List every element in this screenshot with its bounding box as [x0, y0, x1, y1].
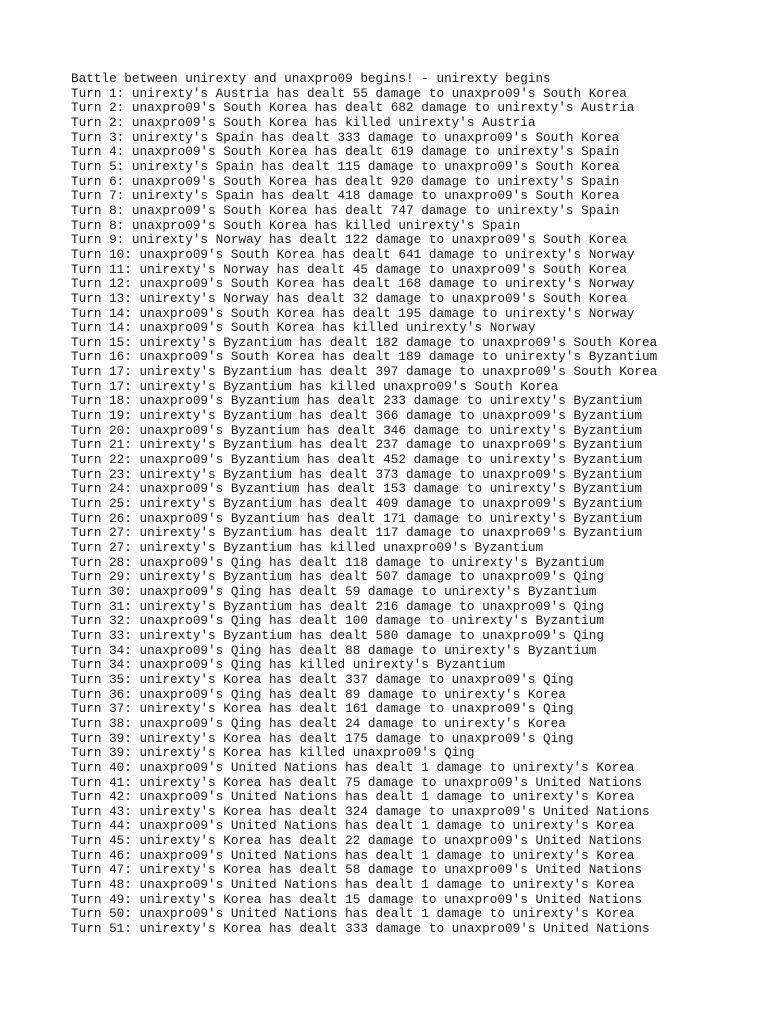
log-line: Turn 8: unaxpro09's South Korea has killed unirexty's Spain: [71, 217, 521, 233]
battle-log: [71, 72, 657, 937]
log-line: Turn 34: unaxpro09's Qing has killed unirexty's Byzantium: [71, 657, 505, 673]
log-line: Turn 41: unirexty's Korea has dealt 75 damage to unaxpro09's United Nations: [71, 774, 643, 790]
log-line: Turn 16: unaxpro09's South Korea has dealt 189 damage to unirexty's Byzantium: [71, 349, 658, 365]
log-line: Turn 44: unaxpro09's United Nations has dealt 1 damage to unirexty's Korea: [71, 818, 635, 834]
log-line: Turn 39: unirexty's Korea has killed unaxpro09's Qing: [71, 745, 475, 761]
log-line: Turn 8: unaxpro09's South Korea has dealt 747 damage to unirexty's Spain: [71, 202, 620, 218]
log-line: Turn 11: unirexty's Norway has dealt 45 damage to unaxpro09's South Korea: [71, 261, 627, 277]
log-line: Turn 25: unirexty's Byzantium has dealt 409 damage to unaxpro09's Byzantium: [71, 496, 643, 512]
log-line: Turn 2: unaxpro09's South Korea has killed unirexty's Austria: [71, 114, 536, 130]
log-line: Turn 9: unirexty's Norway has dealt 122 damage to unaxpro09's South Korea: [71, 232, 627, 248]
log-line: Turn 46: unaxpro09's United Nations has dealt 1 damage to unirexty's Korea: [71, 847, 635, 863]
log-line: Turn 26: unaxpro09's Byzantium has dealt 171 damage to unirexty's Byzantium: [71, 510, 643, 526]
log-line: Turn 20: unaxpro09's Byzantium has dealt 346 damage to unirexty's Byzantium: [71, 422, 643, 438]
log-line: Turn 19: unirexty's Byzantium has dealt 366 damage to unaxpro09's Byzantium: [71, 408, 643, 424]
log-line: Turn 32: unaxpro09's Qing has dealt 100 damage to unirexty's Byzantium: [71, 613, 604, 629]
log-line: Turn 29: unirexty's Byzantium has dealt 507 damage to unaxpro09's Qing: [71, 569, 604, 585]
log-line: Turn 13: unirexty's Norway has dealt 32 damage to unaxpro09's South Korea: [71, 290, 627, 306]
log-line: Turn 43: unirexty's Korea has dealt 324 damage to unaxpro09's United Nations: [71, 803, 650, 819]
log-line: Turn 39: unirexty's Korea has dealt 175 damage to unaxpro09's Qing: [71, 730, 574, 746]
log-line: Turn 33: unirexty's Byzantium has dealt 580 damage to unaxpro09's Qing: [71, 627, 604, 643]
battle-header-line: Battle between unirexty and unaxpro09 begins! - unirexty begins: [71, 71, 551, 86]
log-line: Turn 17: unirexty's Byzantium has killed unaxpro09's South Korea: [71, 378, 559, 394]
log-line: Turn 1: unirexty's Austria has dealt 55 damage to unaxpro09's South Korea: [71, 85, 627, 101]
log-line: Turn 14: unaxpro09's South Korea has killed unirexty's Norway: [71, 320, 536, 336]
log-line: Turn 21: unirexty's Byzantium has dealt 237 damage to unaxpro09's Byzantium: [71, 437, 643, 453]
log-line: Turn 3: unirexty's Spain has dealt 333 damage to unaxpro09's South Korea: [71, 129, 620, 145]
log-line: Turn 36: unaxpro09's Qing has dealt 89 damage to unirexty's Korea: [71, 686, 566, 702]
log-line: Turn 2: unaxpro09's South Korea has dealt 682 damage to unirexty's Austria: [71, 100, 635, 116]
log-line: Turn 35: unirexty's Korea has dealt 337 damage to unaxpro09's Qing: [71, 671, 574, 687]
log-line: Turn 15: unirexty's Byzantium has dealt 182 damage to unaxpro09's South Korea: [71, 334, 658, 350]
log-line: Turn 48: unaxpro09's United Nations has dealt 1 damage to unirexty's Korea: [71, 877, 635, 893]
log-line: Turn 42: unaxpro09's United Nations has dealt 1 damage to unirexty's Korea: [71, 789, 635, 805]
log-line: Turn 4: unaxpro09's South Korea has dealt 619 damage to unirexty's Spain: [71, 144, 620, 160]
log-line: Turn 47: unirexty's Korea has dealt 58 damage to unaxpro09's United Nations: [71, 862, 643, 878]
log-line: Turn 30: unaxpro09's Qing has dealt 59 damage to unirexty's Byzantium: [71, 583, 597, 599]
log-line: Turn 51: unirexty's Korea has dealt 333 damage to unaxpro09's United Nations: [71, 921, 650, 937]
log-line: Turn 38: unaxpro09's Qing has dealt 24 damage to unirexty's Korea: [71, 715, 566, 731]
log-line: Turn 50: unaxpro09's United Nations has dealt 1 damage to unirexty's Korea: [71, 906, 635, 922]
log-line: Turn 17: unirexty's Byzantium has dealt 397 damage to unaxpro09's South Korea: [71, 364, 658, 380]
log-line: Turn 23: unirexty's Byzantium has dealt 373 damage to unaxpro09's Byzantium: [71, 466, 643, 482]
log-line: Turn 49: unirexty's Korea has dealt 15 damage to unaxpro09's United Nations: [71, 891, 643, 907]
log-line: Turn 22: unaxpro09's Byzantium has dealt 452 damage to unirexty's Byzantium: [71, 452, 643, 468]
log-line: Turn 5: unirexty's Spain has dealt 115 damage to unaxpro09's South Korea: [71, 158, 620, 174]
log-line: Turn 7: unirexty's Spain has dealt 418 damage to unaxpro09's South Korea: [71, 188, 620, 204]
log-line: Turn 6: unaxpro09's South Korea has dealt 920 damage to unirexty's Spain: [71, 173, 620, 189]
log-line: Turn 31: unirexty's Byzantium has dealt 216 damage to unaxpro09's Qing: [71, 598, 604, 614]
log-line: Turn 27: unirexty's Byzantium has dealt 117 damage to unaxpro09's Byzantium: [71, 525, 643, 541]
log-line: Turn 24: unaxpro09's Byzantium has dealt 153 damage to unirexty's Byzantium: [71, 481, 643, 497]
log-line: Turn 18: unaxpro09's Byzantium has dealt 233 damage to unirexty's Byzantium: [71, 393, 643, 409]
log-line: Turn 14: unaxpro09's South Korea has dealt 195 damage to unirexty's Norway: [71, 305, 635, 321]
log-line: Turn 27: unirexty's Byzantium has killed unaxpro09's Byzantium: [71, 540, 544, 555]
log-line: Turn 40: unaxpro09's United Nations has dealt 1 damage to unirexty's Korea: [71, 759, 635, 775]
log-line: Turn 37: unirexty's Korea has dealt 161 damage to unaxpro09's Qing: [71, 701, 574, 717]
log-line: Turn 34: unaxpro09's Qing has dealt 88 damage to unirexty's Byzantium: [71, 642, 597, 658]
log-line: Turn 12: unaxpro09's South Korea has dealt 168 damage to unirexty's Norway: [71, 276, 635, 292]
log-line: Turn 28: unaxpro09's Qing has dealt 118 damage to unirexty's Byzantium: [71, 554, 604, 570]
log-line: Turn 45: unirexty's Korea has dealt 22 damage to unaxpro09's United Nations: [71, 833, 643, 849]
log-line: Turn 10: unaxpro09's South Korea has dealt 641 damage to unirexty's Norway: [71, 246, 635, 262]
